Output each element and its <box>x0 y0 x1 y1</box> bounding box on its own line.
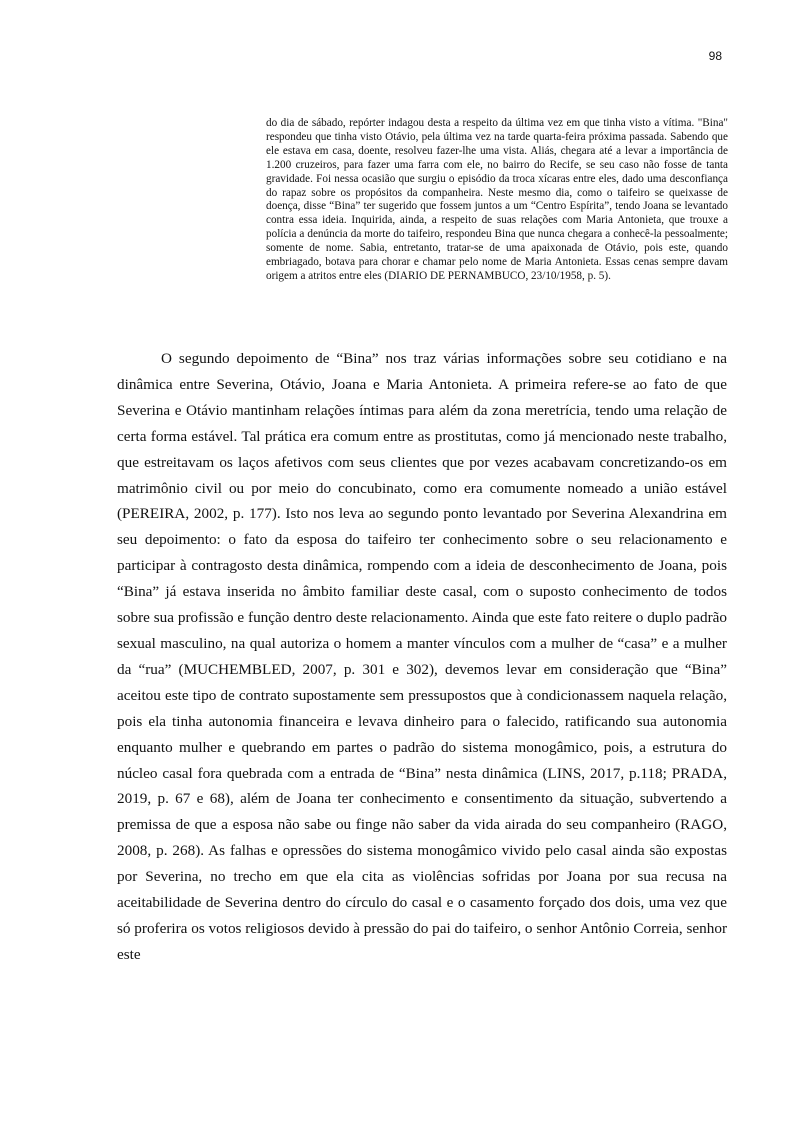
body-paragraph: O segundo depoimento de “Bina” nos traz várias informações sobre seu cotidiano e na dinâmica entre Severina, Otávio, Joana e Maria Antonieta. A primeira refere-se ao fato de que Severina e Otávio mantinham relações íntimas para além da zona meretrícia, tendo uma relação de certa forma estável. Tal prática era comum entre as prostitutas, como já mencionado neste trabalho, que estreitavam os laços afetivos com seus clientes que por vezes acabavam concretizando-os em matrimônio civil ou por meio do concubinato, como era comumente nomeado a união estável (PEREIRA, 2002, p. 177). Isto nos leva ao segundo ponto levantado por Severina Alexandrina em seu depoimento: o fato da esposa do taifeiro ter conhecimento sobre o seu relacionamento e participar à contragosto desta dinâmica, rompendo com a ideia de desconhecimento de Joana, pois “Bina” já estava inserida no âmbito familiar deste casal, com o suposto conhecimento de todos sobre sua profissão e função dentro deste relacionamento. Ainda que este fato reitere o duplo padrão sexual masculino, na qual autoriza o homem a manter vínculos com a mulher de “casa” e a mulher da “rua” (MUCHEMBLED, 2007, p. 301 e 302), devemos levar em consideração que “Bina” aceitou este tipo de contrato supostamente sem pressupostos que à condicionassem naquela relação, pois ela tinha autonomia financeira e levava dinheiro para o falecido, ratificando sua autonomia enquanto mulher e quebrando em partes o padrão do sistema monogâmico, pois, a estrutura do núcleo casal fora quebrada com a entrada de “Bina” nesta dinâmica (LINS, 2017, p.118; PRADA, 2019, p. 67 e 68), além de Joana ter conhecimento e consentimento da situação, subvertendo a premissa de que a esposa não sabe ou finge não saber da vida airada do seu companheiro (RAGO, 2008, p. 268). As falhas e opressões do sistema monogâmico vivido pelo casal ainda são expostas por Severina, no trecho em que ela cita as violências sofridas por Joana por sua recusa na aceitabilidade de Severina dentro do círculo do casal e o casamento forçado dos dois, uma vez que só proferira os votos religiosos devido à pressão do pai do taifeiro, o senhor Antônio Correia, senhor este <box>117 350 727 963</box>
page-number: 98 <box>708 49 722 63</box>
block-quote: do dia de sábado, repórter indagou desta a respeito da última vez em que tinha visto a vítima. "Bina" respondeu que tinha visto Otávio, pela última vez na tarde quarta-feira próxima passada. Sabendo que ele estava em casa, doente, resolveu fazer-lhe uma vista. Aliás, chegara até a levar a importância de 1.200 cruzeiros, para fazer uma farra com ele, no bairro do Recife, se seu caso não fosse de tanta gravidade. Foi nessa ocasião que surgiu o episódio da troca xícaras entre eles, dado uma desconfiança do rapaz sobre os propósitos da companheira. Neste mesmo dia, como o taifeiro se queixasse de doença, disse “Bina” ter sugerido que fossem juntos a um “Centro Espírita”, tendo Joana se levantado contra essa ideia. Inquirida, ainda, a respeito de suas relações com Maria Antonieta, que trouxe a polícia a denúncia da morte do taifeiro, respondeu Bina que nunca chegara a conhecê-la pessoalmente; somente de nome. Sabia, entretanto, tratar-se de uma apaixonada de Otávio, pois este, quando embriagado, botava para chorar e chamar pelo nome de Maria Antonieta. Essas cenas sempre davam origem a atritos entre eles (DIARIO DE PERNAMBUCO, 23/10/1958, p. 5). <box>266 117 728 282</box>
